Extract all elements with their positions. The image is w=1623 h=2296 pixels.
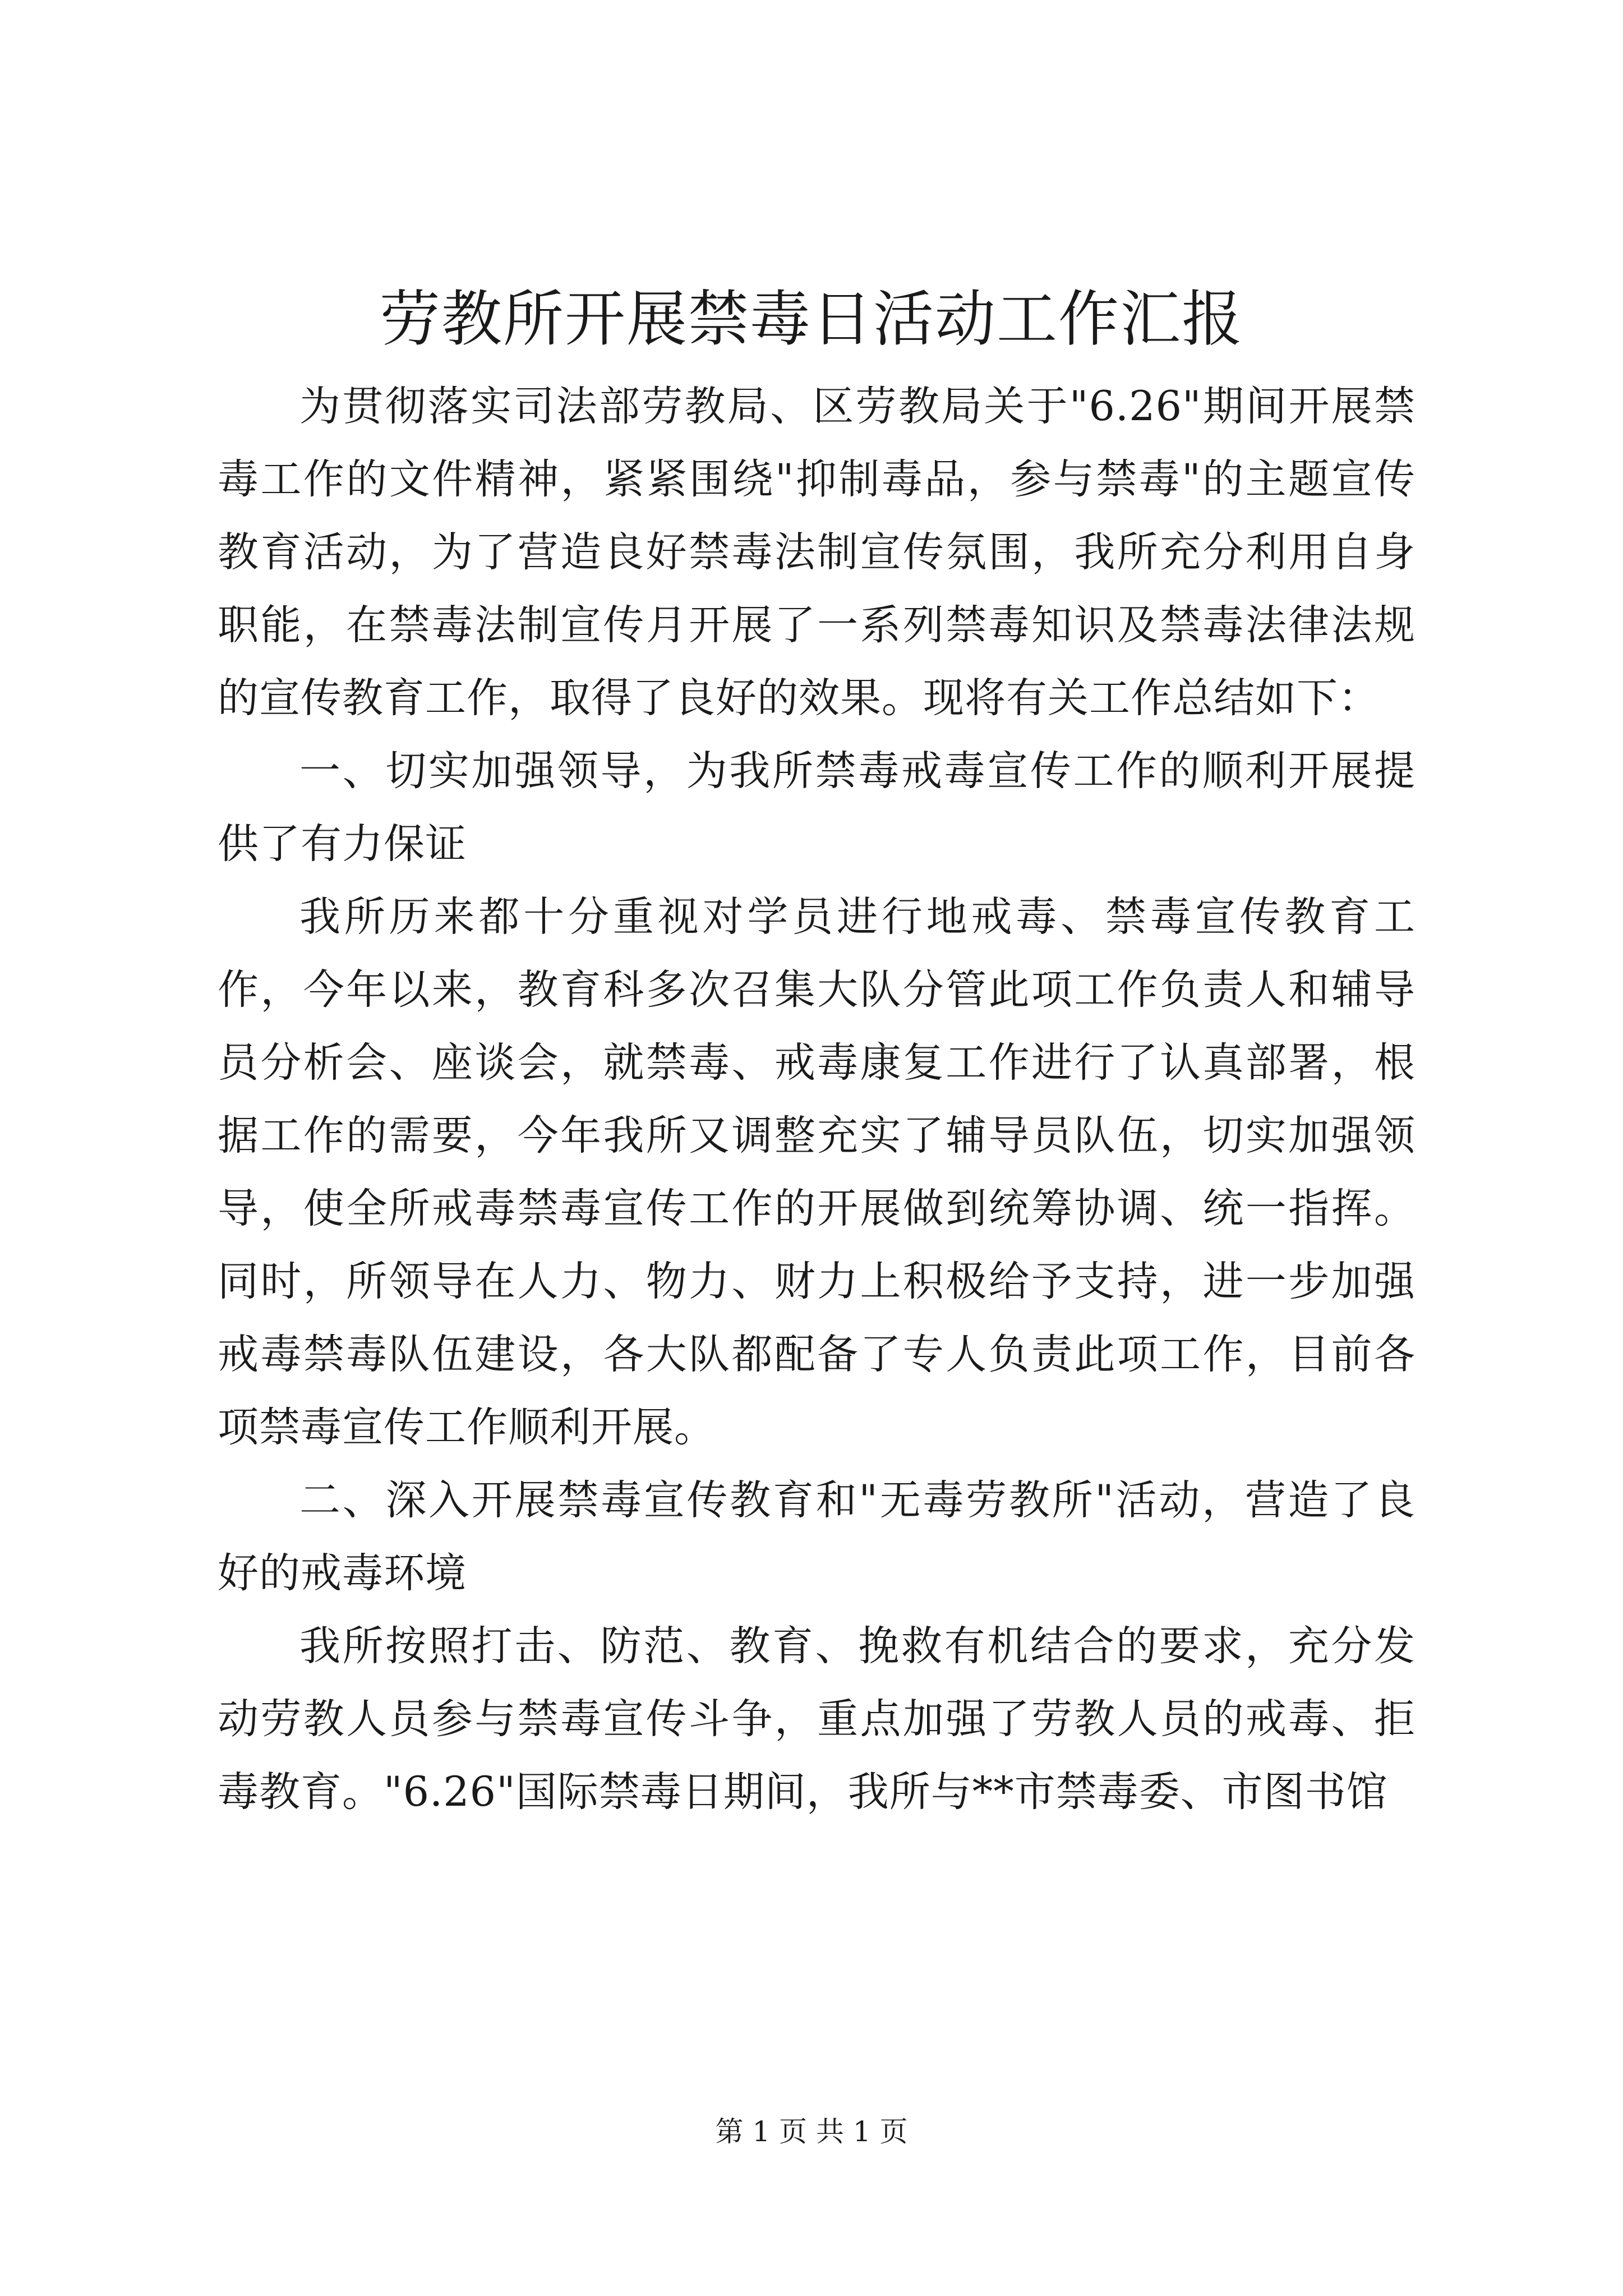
document-title: 劳教所开展禁毒日活动工作汇报 [379,284,1243,355]
section-heading-2: 二、深入开展禁毒宣传教育和"无毒劳教所"活动，营造了良好的戒毒环境 [218,1476,1415,1597]
paragraph-section-2: 我所按照打击、防范、教育、挽救有机结合的要求，充分发动劳教人员参与禁毒宣传斗争，重点加强了劳教人员的戒毒、拒毒教育。"6.26"国际禁毒日期间，我所与**市禁毒委、市图书馆 [218,1622,1415,1816]
page-footer [0,2115,1623,2148]
paragraph-intro: 为贯彻落实司法部劳教局、区劳教局关于"6.26"期间开展禁毒工作的文件精神，紧紧围绕"抑制毒品，参与禁毒"的主题宣传教育活动，为了营造良好禁毒法制宣传氛围，我所充分利用自身职能，在禁毒法制宣传月开展了一系列禁毒知识及禁毒法律法规的宣传教育工作，取得了良好的效果。现将有关工作总结如下： [218,383,1415,722]
page-number-label: 第 1 页 共 1 页 [715,2115,908,2148]
document-body [218,370,1415,1829]
section-heading-1: 一、切实加强领导，为我所禁毒戒毒宣传工作的顺利开展提供了有力保证 [218,747,1415,868]
paragraph-section-1: 我所历来都十分重视对学员进行地戒毒、禁毒宣传教育工作，今年以来，教育科多次召集大队分管此项工作负责人和辅导员分析会、座谈会，就禁毒、戒毒康复工作进行了认真部署，根据工作的需要，今年我所又调整充实了辅导员队伍，切实加强领导，使全所戒毒禁毒宣传工作的开展做到统筹协调、统一指挥。同时，所领导在人力、物力、财力上积极给予支持，进一步加强戒毒禁毒队伍建设，各大队都配备了专人负责此项工作，目前各项禁毒宣传工作顺利开展。 [218,893,1415,1451]
